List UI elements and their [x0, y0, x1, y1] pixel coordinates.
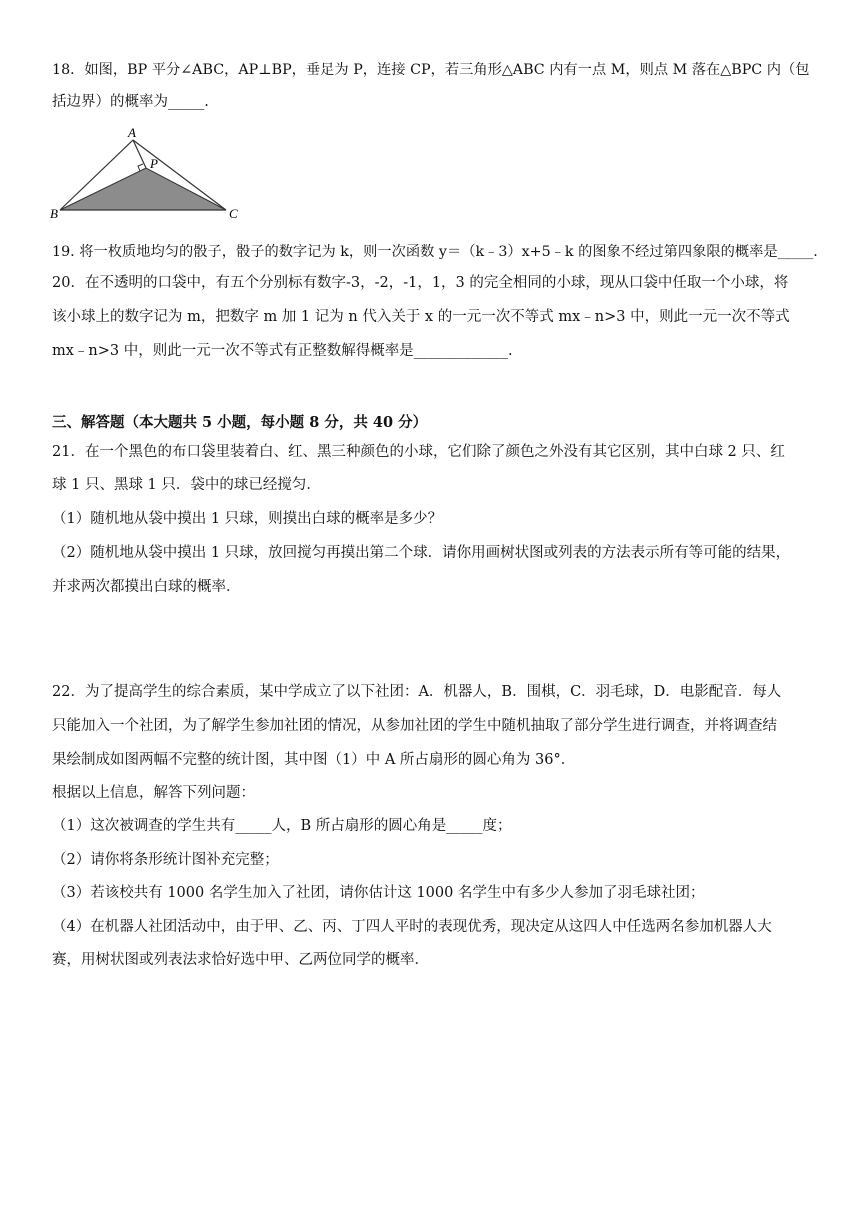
q20-text-line3: mx﹣n>3 中，则此一元一次不等式有正整数解得概率是_____________. [52, 343, 513, 359]
q22-text-line4: 根据以上信息，解答下列问题： [52, 785, 255, 801]
q22-part4-line2: 赛，用树状图或列表法求恰好选中甲、乙两位同学的概率． [52, 952, 429, 968]
shaded-triangle-bpc [60, 168, 226, 210]
q22-part1: （1）这次被调查的学生共有_____人，B 所占扇形的圆心角是_____度； [52, 818, 512, 834]
q18-text-line2: 括边界）的概率为_____. [52, 94, 209, 110]
triangle-figure [50, 126, 250, 222]
q22-part4-line1: （4）在机器人社团活动中，由于甲、乙、丙、丁四人平时的表现优秀，现决定从这四人中任选两名参加机器人大 [52, 919, 772, 935]
q19-text: 19. 将一枚质地均匀的骰子，骰子的数字记为 k，则一次函数 y＝（k﹣3）x+5﹣k 的图象不经过第四象限的概率是_____. [52, 244, 818, 260]
q21-part2-line2: 并求两次都摸出白球的概率． [52, 579, 241, 595]
q22-part3: （3）若该校共有 1000 名学生加入了社团，请你估计这 1000 名学生中有多少人参加了羽毛球社团； [52, 885, 705, 901]
q21-part2-line1: （2）随机地从袋中摸出 1 只球，放回搅匀再摸出第二个球．请你用画树状图或列表的方法表示所有等可能的结果， [52, 545, 791, 561]
q21-text-line2: 球 1 只、黑球 1 只．袋中的球已经搅匀． [52, 477, 321, 493]
label-a: A [128, 126, 136, 140]
label-c: C [229, 206, 238, 221]
q20-text-line2: 该小球上的数字记为 m，把数字 m 加 1 记为 n 代入关于 x 的一元一次不等式 mx﹣n>3 中，则此一元一次不等式 [52, 309, 790, 325]
q18-text-line1: 18．如图，BP 平分∠ABC，AP⊥BP，垂足为 P，连接 CP，若三角形△ABC 内有一点 M，则点 M 落在△BPC 内（包 [52, 62, 810, 78]
q22-text-line2: 只能加入一个社团，为了解学生参加社团的情况，从参加社团的学生中随机抽取了部分学生进行调查，并将调查结 [52, 718, 777, 734]
label-p: P [150, 156, 158, 171]
q22-part2: （2）请你将条形统计图补充完整； [52, 852, 279, 868]
q22-text-line3: 果绘制成如图两幅不完整的统计图，其中图（1）中 A 所占扇形的圆心角为 36°． [52, 752, 576, 768]
q21-part1: （1）随机地从袋中摸出 1 只球，则摸出白球的概率是多少？ [52, 511, 443, 527]
q22-text-line1: 22．为了提高学生的综合素质，某中学成立了以下社团：A．机器人，B．围棋，C．羽毛球，D．电影配音．每人 [52, 684, 782, 700]
q20-text-line1: 20．在不透明的口袋中，有五个分别标有数字-3，-2，-1，1，3 的完全相同的小球，现从口袋中任取一个小球，将 [52, 275, 789, 291]
section-title: 三、解答题（本大题共 5 小题，每小题 8 分，共 40 分） [52, 414, 428, 431]
label-b: B [50, 206, 58, 221]
q21-text-line1: 21．在一个黑色的布口袋里装着白、红、黑三种颜色的小球，它们除了颜色之外没有其它区别，其中白球 2 只、红 [52, 444, 785, 460]
